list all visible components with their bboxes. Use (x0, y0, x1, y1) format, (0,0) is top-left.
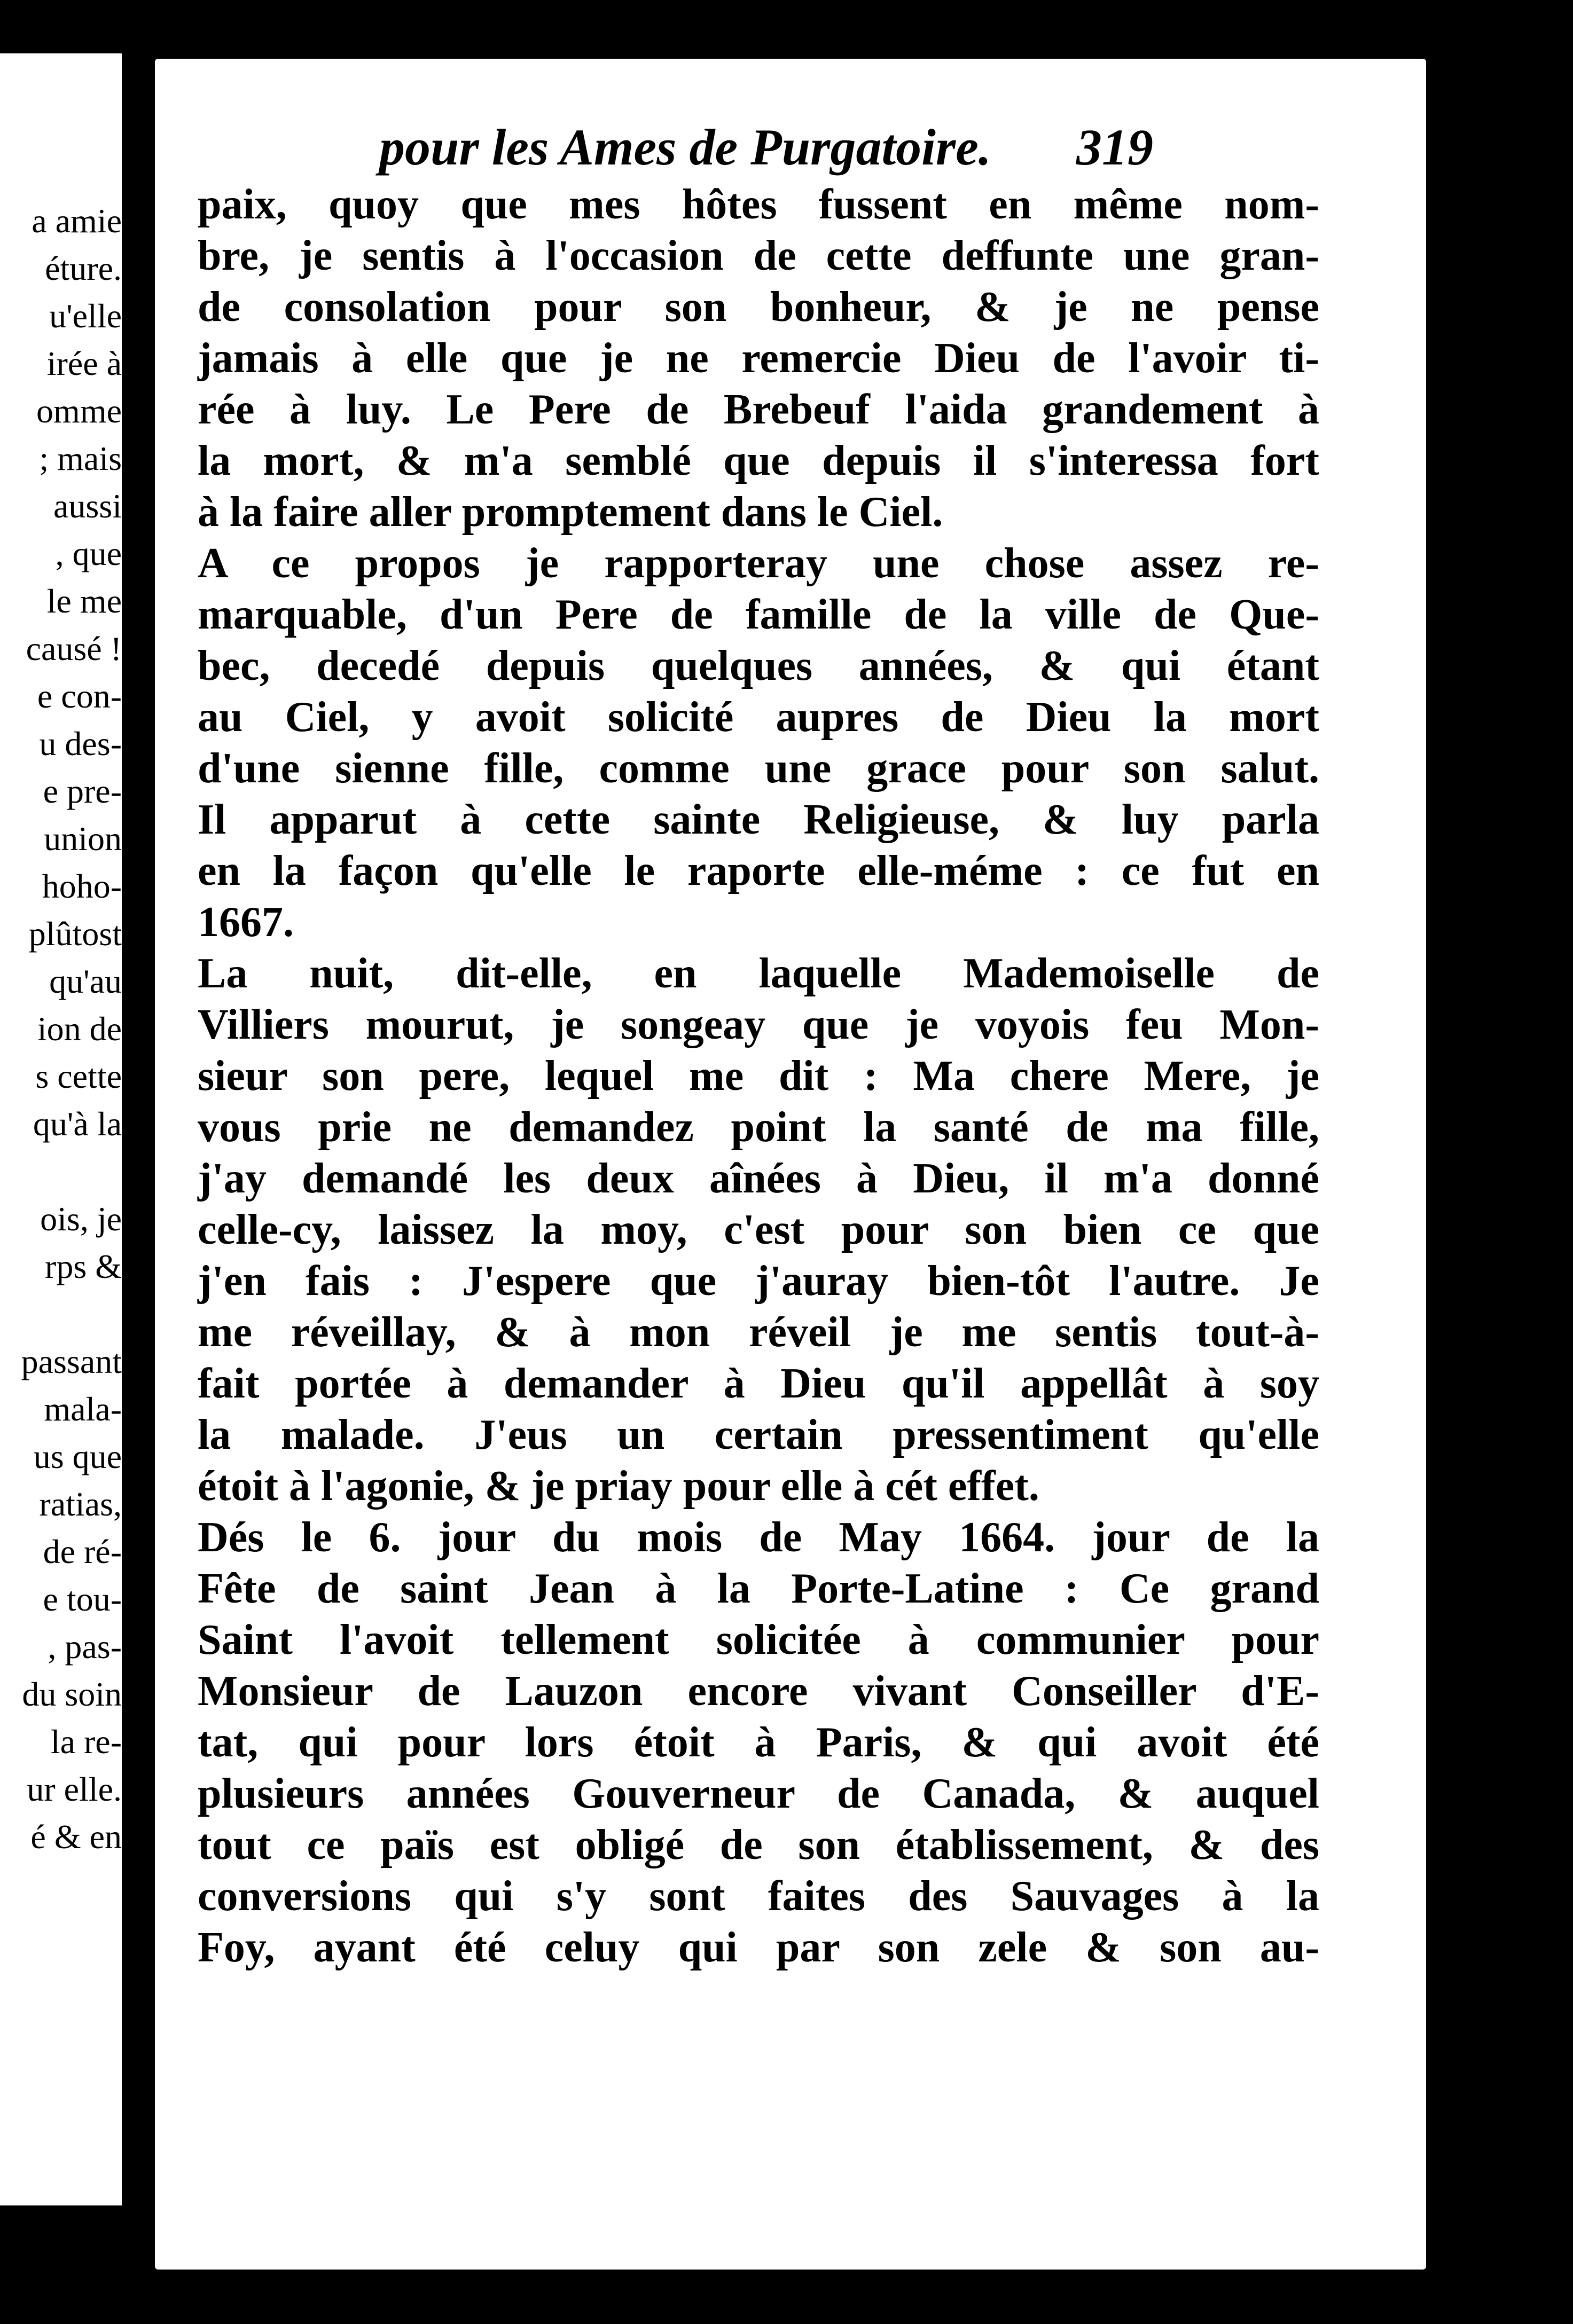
previous-page-line: rps & (45, 1247, 122, 1285)
previous-page-line: mala- (44, 1390, 122, 1428)
previous-page-line: a amie (32, 202, 122, 240)
text-line: rée à luy. Le Pere de Brebeuf l'aida grandement à (198, 386, 1319, 433)
previous-page-line: union (44, 820, 122, 858)
text-line: 1667. (198, 899, 294, 946)
text-line: tat, qui pour lors étoit à Paris, & qui avoit été (198, 1719, 1319, 1766)
previous-page-line: e tou- (43, 1580, 122, 1618)
text-line: Fête de saint Jean à la Porte-Latine : Ce grand (198, 1565, 1319, 1612)
text-line: étoit à l'agonie, & je priay pour elle à cét effet. (198, 1463, 1039, 1510)
text-line: jamais à elle que je ne remercie Dieu de l'avoir ti- (198, 335, 1319, 382)
text-line: j'en fais : J'espere que j'auray bien-tôt l'autre. Je (198, 1258, 1319, 1305)
text-line: conversions qui s'y sont faites des Sauvages à la (198, 1873, 1319, 1920)
previous-page-line: u des- (39, 725, 122, 763)
previous-page-line: plûtost (28, 915, 122, 953)
text-line: Dés le 6. jour du mois de May 1664. jour de la (198, 1514, 1319, 1561)
previous-page-line: , pas- (48, 1628, 122, 1666)
previous-page-line: qu'au (49, 962, 122, 1000)
text-line: en la façon qu'elle le raporte elle-méme : ce fut en (198, 847, 1319, 894)
text-line: bec, decedé depuis quelques années, & qui étant (198, 642, 1319, 689)
page-gutter (122, 0, 155, 2324)
text-line: A ce propos je rapporteray une chose assez re- (198, 540, 1319, 587)
text-line: Monsieur de Lauzon encore vivant Conseiller d'E- (198, 1668, 1319, 1715)
previous-page-line: u'elle (49, 297, 122, 335)
previous-page-line: ratias, (39, 1485, 122, 1523)
running-title: pour les Ames de Purgatoire. (379, 119, 991, 176)
previous-page-line: qu'à la (33, 1105, 122, 1143)
previous-page-line: e pre- (43, 772, 122, 810)
previous-page-line: us que (33, 1438, 122, 1475)
previous-page-line: de ré- (43, 1533, 122, 1571)
previous-page-line: du soin (22, 1675, 122, 1713)
previous-page-line: e con- (37, 677, 122, 715)
text-line: bre, je sentis à l'occasion de cette deffunte une gran- (198, 232, 1319, 279)
previous-page-line: passant (21, 1342, 122, 1380)
previous-page-line: hoho- (42, 867, 122, 905)
page-number: 319 (1076, 119, 1153, 176)
text-line: de consolation pour son bonheur, & je ne pense (198, 284, 1319, 331)
previous-page-line: causé ! (26, 630, 122, 668)
previous-page-line: s cette (35, 1057, 122, 1095)
text-line: La nuit, dit-elle, en laquelle Mademoiselle de (198, 950, 1319, 997)
previous-page-line: le me (46, 582, 122, 620)
text-line: marquable, d'un Pere de famille de la ville de Que- (198, 591, 1319, 638)
text-line: Saint l'avoit tellement solicitée à communier pour (198, 1616, 1319, 1663)
text-line: la mort, & m'a semblé que depuis il s'interessa fort (198, 437, 1319, 484)
text-line: me réveillay, & à mon réveil je me sentis tout-à- (198, 1309, 1319, 1356)
text-line: paix, quoy que mes hôtes fussent en même nom- (198, 181, 1319, 228)
previous-page-line: ion de (37, 1010, 122, 1048)
running-head (155, 117, 1426, 176)
previous-page-line: irée à (46, 344, 122, 382)
previous-page-line: é & en (30, 1818, 122, 1856)
previous-page-line: ois, je (40, 1200, 122, 1238)
text-line: vous prie ne demandez point la santé de ma fille, (198, 1104, 1319, 1151)
book-page (155, 59, 1426, 2270)
previous-page-line: , que (55, 535, 122, 572)
previous-page-line: aussi (53, 487, 122, 525)
previous-page-line: omme (36, 392, 122, 430)
text-line: au Ciel, y avoit solicité aupres de Dieu la mort (198, 694, 1319, 741)
body-text (198, 179, 1319, 1973)
previous-page-line: éture. (45, 249, 122, 287)
text-line: fait portée à demander à Dieu qu'il appellât à soy (198, 1360, 1319, 1407)
previous-page-line: la re- (50, 1723, 122, 1761)
text-line: d'une sienne fille, comme une grace pour son salut. (198, 745, 1319, 792)
text-line: plusieurs années Gouverneur de Canada, & auquel (198, 1770, 1319, 1817)
previous-page-line: ; mais (39, 439, 122, 477)
scan-border (1426, 0, 1573, 2324)
text-line: tout ce païs est obligé de son établissement, & des (198, 1821, 1319, 1868)
text-line: j'ay demandé les deux aînées à Dieu, il m'a donné (198, 1155, 1319, 1202)
text-line: à la faire aller promptement dans le Ciel. (198, 489, 943, 536)
text-line: sieur son pere, lequel me dit : Ma chere Mere, je (198, 1053, 1319, 1100)
text-line: Il apparut à cette sainte Religieuse, & luy parla (198, 796, 1319, 843)
previous-page-line: ur elle. (27, 1770, 122, 1808)
text-line: Villiers mourut, je songeay que je voyois feu Mon- (198, 1001, 1319, 1048)
text-line: celle-cy, laissez la moy, c'est pour son bien ce que (198, 1206, 1319, 1253)
text-line: la malade. J'eus un certain pressentiment qu'elle (198, 1411, 1319, 1458)
text-line: Foy, ayant été celuy qui par son zele & son au- (198, 1924, 1319, 1971)
previous-page (0, 53, 122, 2205)
